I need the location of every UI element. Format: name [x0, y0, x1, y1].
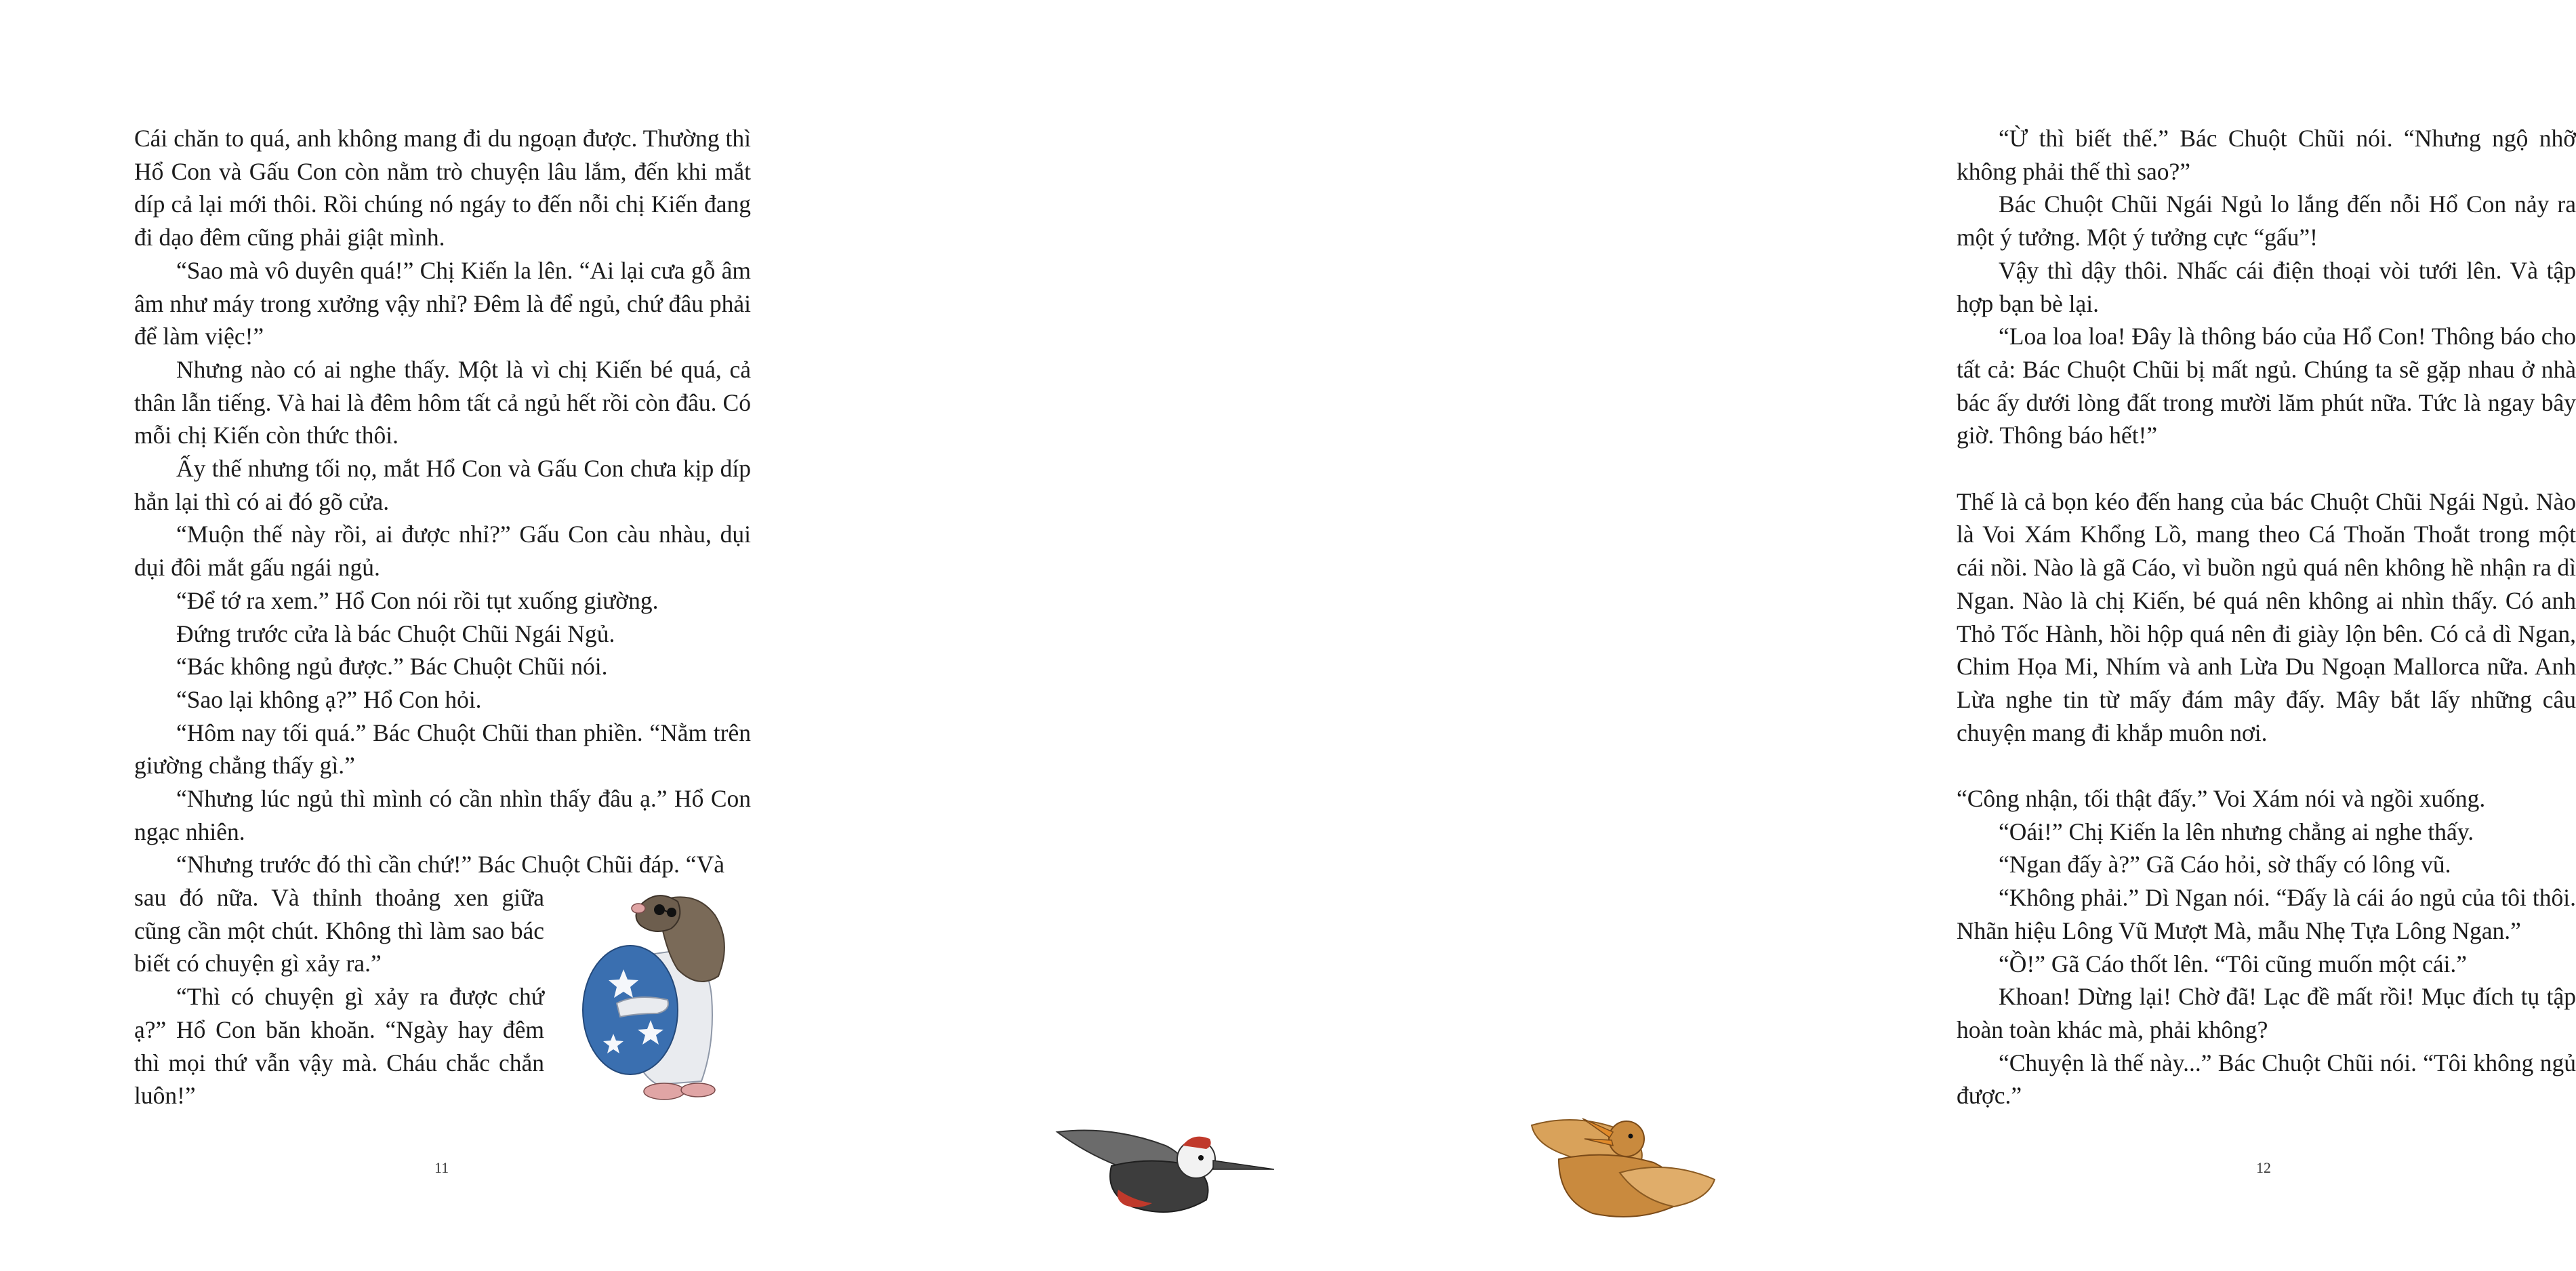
paragraph-gap	[1957, 749, 2576, 782]
paragraph: “Sao lại không ạ?” Hổ Con hỏi.	[176, 685, 482, 713]
duck-illustration	[1518, 1112, 1721, 1227]
paragraph-gap	[1957, 452, 2576, 485]
left-page	[0, 0, 906, 1271]
paragraph: “Muộn thế này rồi, ai được nhỉ?” Gấu Con càu nhàu, dụi dụi đôi mắt gấu ngái ngủ.	[134, 521, 751, 582]
left-main-text	[134, 122, 751, 881]
paragraph: “Loa loa loa! Đây là thông báo của Hổ Con! Thông báo cho tất cả: Bác Chuột Chũi bị mất ngủ. Chúng ta sẽ gặp nhau ở nhà bác ấy dưới lòng đất trong mười lăm phút nữa. Tức là ngay bây giờ. Thông báo hết!”	[1957, 323, 2576, 449]
paragraph: “Chuyện là thế này...” Bác Chuột Chũi nói. “Tôi không ngủ được.”	[1957, 1049, 2576, 1110]
paragraph: Vậy thì dậy thôi. Nhấc cái điện thoại vòi tưới lên. Và tập hợp bạn bè lại.	[1957, 256, 2576, 317]
paragraph: Đứng trước cửa là bác Chuột Chũi Ngái Ngủ.	[176, 620, 615, 647]
mole-illustration	[576, 874, 752, 1125]
paragraph: “Sao mà vô duyên quá!” Chị Kiến la lên. “Ai lại cưa gỗ âm âm như máy trong xưởng vậy nhỉ? Đêm là để ngủ, chứ đâu phải để làm việc!”	[134, 256, 751, 350]
paragraph: “Oái!” Chị Kiến la lên nhưng chẳng ai nghe thấy.	[1999, 818, 2474, 845]
paragraph: “Ngan đấy à?” Gã Cáo hỏi, sờ thấy có lông vũ.	[1999, 851, 2451, 879]
left-narrow-text	[134, 881, 544, 1112]
page-number: 11	[434, 1159, 449, 1176]
paragraph: “Hôm nay tối quá.” Bác Chuột Chũi than phiền. “Nằm trên giường chẳng thấy gì.”	[134, 719, 751, 780]
paragraph: Ấy thế nhưng tối nọ, mắt Hổ Con và Gấu Con chưa kịp díp hẳn lại thì có ai đó gõ cửa.	[134, 455, 751, 515]
paragraph: “Bác không ngủ được.” Bác Chuột Chũi nói.	[176, 653, 608, 681]
paragraph: “Nhưng trước đó thì cần chứ!” Bác Chuột Chũi đáp. “Và	[176, 851, 724, 879]
page-number: 12	[2256, 1159, 2271, 1176]
paragraph: Bác Chuột Chũi Ngái Ngủ lo lắng đến nỗi Hổ Con nảy ra một ý tưởng. Một ý tưởng cực “gấu”!	[1957, 190, 2576, 251]
paragraph: “Thì có chuyện gì xảy ra được chứ ạ?” Hổ Con băn khoăn. “Ngày hay đêm thì mọi thứ vẫn vậy mà. Cháu chắc chắn luôn!”	[134, 983, 544, 1110]
paragraph: sau đó nữa. Và thỉnh thoảng xen giữa cũng cần một chút. Không thì làm sao bác biết có chuyện gì xảy ra.”	[134, 884, 544, 977]
paragraph: “Công nhận, tối thật đấy.” Voi Xám nói và ngồi xuống.	[1957, 785, 2486, 813]
paragraph: “Ồ!” Gã Cáo thốt lên. “Tôi cũng muốn một cái.”	[1999, 950, 2468, 977]
paragraph: “Không phải.” Dì Ngan nói. “Đấy là cái áo ngủ của tôi thôi. Nhãn hiệu Lông Vũ Mượt Mà, mẫu Nhẹ Tựa Lông Ngan.”	[1957, 884, 2576, 944]
paragraph: Cái chăn to quá, anh không mang đi du ngoạn được. Thường thì Hổ Con và Gấu Con còn nằm trò chuyện lâu lắm, đến khi mắt díp cả lại mới thôi. Rồi chúng nó ngáy to đến nỗi chị Kiến đang đi dạo đêm cũng phải giật mình.	[134, 125, 751, 251]
right-main-text	[1957, 122, 2576, 1112]
paragraph: Khoan! Dừng lại! Chờ đã! Lạc đề mất rồi! Mục đích tụ tập hoàn toàn khác mà, phải không?	[1957, 983, 2576, 1043]
paragraph: “Để tớ ra xem.” Hổ Con nói rồi tụt xuống giường.	[176, 586, 659, 614]
paragraph: Thế là cả bọn kéo đến hang của bác Chuột Chũi Ngái Ngủ. Nào là Voi Xám Khổng Lồ, mang theo Cá Thoăn Thoắt trong một cái nồi. Nào là gã Cáo, vì buồn ngủ quá nên không hề nhận ra dì Ngan. Nào là chị Kiến, bé quá nên không ai nhìn thấy. Có anh Thỏ Tốc Hành, hồi hộp quá nên đi giày lộn bên. Có cả dì Ngan, Chim Họa Mi, Nhím và anh Lừa Du Ngoạn Mallorca nữa. Anh Lừa nghe tin từ mấy đám mây đấy. Mây bắt lấy những câu chuyện mang đi khắp muôn nơi.	[1957, 487, 2576, 746]
paragraph: Nhưng nào có ai nghe thấy. Một là vì chị Kiến bé quá, cả thân lẫn tiếng. Và hai là đêm hôm tất cả ngủ hết rồi còn đâu. Có mỗi chị Kiến còn thức thôi.	[134, 355, 751, 449]
paragraph: “Ừ thì biết thế.” Bác Chuột Chũi nói. “Nhưng ngộ nhỡ không phải thế thì sao?”	[1957, 125, 2576, 185]
paragraph: “Nhưng lúc ngủ thì mình có cần nhìn thấy đâu ạ.” Hổ Con ngạc nhiên.	[134, 785, 751, 845]
right-page	[906, 0, 2576, 1271]
woodpecker-illustration	[1050, 1118, 1281, 1227]
